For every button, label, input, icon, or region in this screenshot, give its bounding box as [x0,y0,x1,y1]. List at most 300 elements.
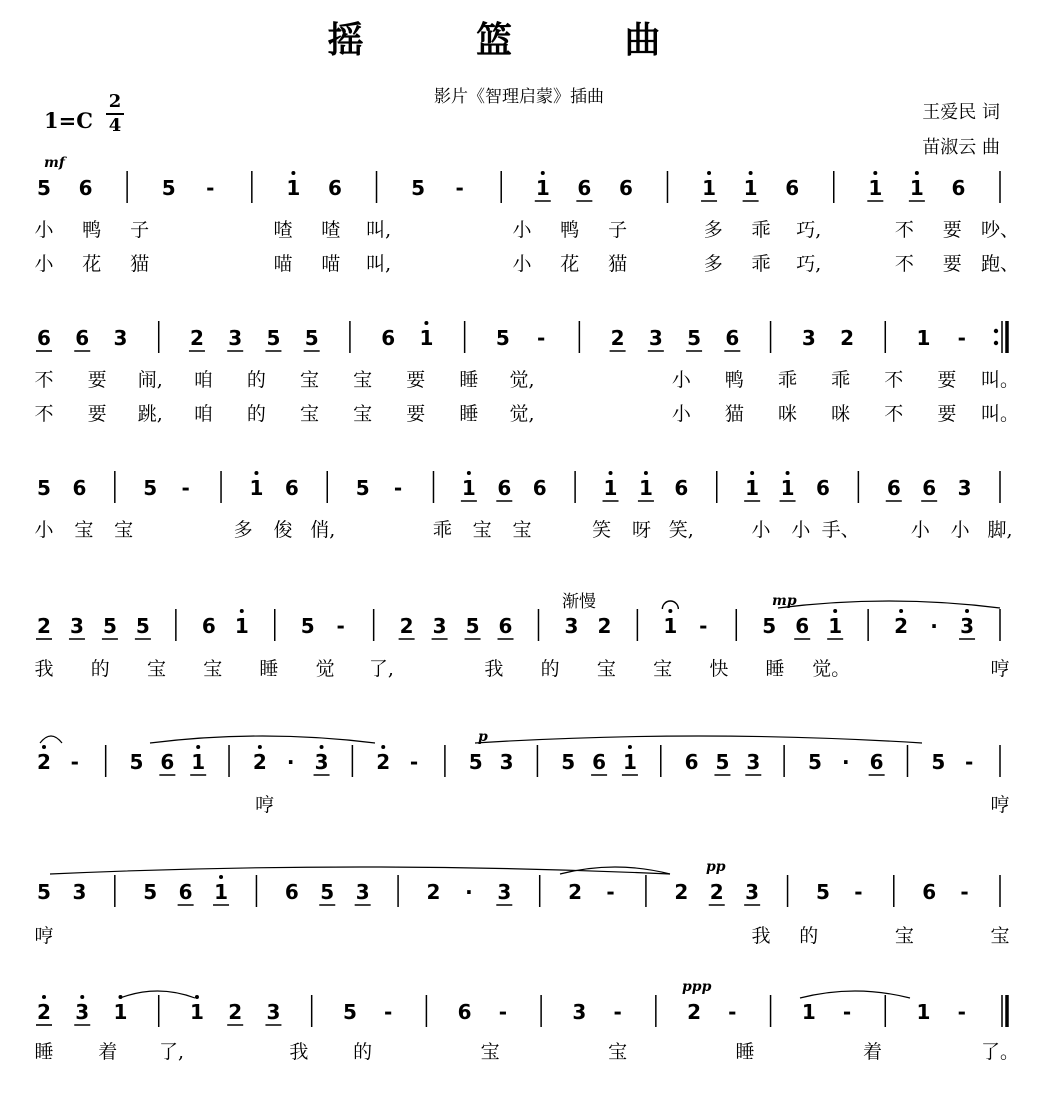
lyric-char: 猫 [130,253,150,275]
note: 2 [840,326,855,350]
note: 2 [228,1000,243,1024]
lyric-char: 喳 [273,219,293,241]
note: 6 [327,176,342,200]
lyric-char: 宝 [300,403,320,425]
lyric-char: 要 [87,403,107,425]
note: 6 [684,750,699,774]
lyric-char: 的 [799,925,819,947]
note: 6 [201,614,216,638]
lyric-char: 觉。 [812,658,851,680]
fermata-mark [662,601,678,609]
note: 3 [228,326,243,350]
note: 3 [355,880,370,904]
high-octave-dot [467,471,471,475]
note: 1 [663,614,678,638]
lyric-char: 笑 [592,519,612,541]
note: 2 [597,614,612,638]
note: 5 [102,614,117,638]
note: 5 [465,614,480,638]
note: 2 [376,750,391,774]
high-octave-dot [195,995,199,999]
note: 6 [532,476,547,500]
lyric-char: 咱 [193,369,213,391]
note: 3 [266,1000,281,1024]
note: 2 [252,750,267,774]
lyric-char: 喵 [321,253,341,275]
note: - [965,750,974,774]
lyric-char: 猫 [608,253,628,275]
lyric-char: 多 [703,253,723,275]
lyric-char: 宝 [114,519,134,541]
note: 1 [801,1000,816,1024]
lyric-char: 宝 [146,658,166,680]
repeat-dot [994,341,998,345]
lyric-char: 哼 [990,794,1010,816]
lyric-char: 乖 [751,253,771,275]
note: 1 [113,1000,128,1024]
lyric-char: 鸭 [724,369,744,391]
note: 5 [304,326,319,350]
note: 3 [746,750,761,774]
high-octave-dot [381,745,385,749]
note: · [286,750,295,774]
note: 5 [320,880,335,904]
lyric-char: 觉 [315,658,335,680]
note: - [409,750,419,774]
note: - [957,326,966,350]
high-octave-dot [833,609,837,613]
high-octave-dot [320,745,324,749]
lyric-char: 觉, [509,369,535,391]
high-octave-dot [541,171,545,175]
lyric-char: 我 [751,925,771,947]
note: 6 [75,326,90,350]
note: 6 [178,880,193,904]
lyric-char: 叫, [366,253,392,275]
lyric-char: 乖 [432,519,452,541]
high-octave-dot [42,745,46,749]
note: 5 [687,326,702,350]
lyric-char: 俏, [310,519,336,541]
note: - [854,880,863,904]
lyric-char: 小 [34,253,54,275]
note: 3 [499,750,514,774]
lyric-char: 鸭 [560,219,580,241]
note: 3 [648,326,663,350]
lyric-char: 睡 [259,658,279,680]
high-octave-dot [291,171,295,175]
lyric-char: 不 [884,403,904,425]
note: 3 [801,326,816,350]
lyric-char: 宝 [353,403,373,425]
lyric-char: 要 [87,369,107,391]
note: 6 [618,176,633,200]
slur-arc [40,736,62,743]
note: 6 [951,176,966,200]
note: 1 [603,476,618,500]
lyric-char: 多 [703,219,723,241]
lyric-char: 要 [942,219,962,241]
note: 3 [75,1000,90,1024]
lyric-char: 宝 [653,658,673,680]
note: · [465,880,473,904]
note: 3 [314,750,329,774]
lyric-char: 要 [406,403,426,425]
note: - [613,1000,622,1024]
note: · [842,750,850,774]
note: 1 [249,476,264,500]
note: 6 [592,750,607,774]
note: 1 [189,1000,204,1024]
lyric-char: 小 [34,219,54,241]
note: 6 [785,176,800,200]
note: 2 [709,880,724,904]
time-signature-top: 2 [108,91,122,112]
note: 6 [37,326,51,350]
lyric-char: 宝 [353,369,373,391]
dynamic-marking: ppp [682,979,712,995]
lyric-char: 笑, [668,519,694,541]
lyric-char: 喳 [321,219,341,241]
note: - [842,1000,852,1024]
note: - [498,1000,508,1024]
high-octave-dot [254,471,258,475]
lyric-char: 呀 [631,519,652,541]
high-octave-dot [899,609,903,613]
lyric-char: 小 [910,519,930,541]
lyric-char: 猫 [724,403,744,425]
lyric-char: 乖 [778,369,798,391]
lyric-char: 小 [950,519,970,541]
note: 6 [78,176,93,200]
lyric-char: 的 [90,658,110,680]
tempo-marking: 渐慢 [562,592,596,612]
note: - [728,1000,737,1024]
note: 6 [284,476,299,500]
note: 1 [622,750,637,774]
lyric-char: 跑、 [980,253,1020,275]
note: 5 [143,880,158,904]
high-octave-dot [668,609,672,613]
lyric-char: 不 [894,253,914,275]
lyric-char: 宝 [472,519,492,541]
note: 2 [687,1000,702,1024]
lyric-char: 闹, [137,369,163,391]
note: 6 [886,476,901,500]
note: 2 [674,880,689,904]
note: 5 [715,750,730,774]
note: 1 [286,176,301,200]
note: 3 [564,614,579,638]
dynamic-marking: p [478,729,488,745]
high-octave-dot [786,471,790,475]
note: 6 [674,476,689,500]
dynamic-marking: mp [772,593,797,609]
repeat-dot [994,329,998,333]
lyric-char: 小 [34,519,54,541]
dynamic-marking: mf [44,155,65,171]
lyric-char: 要 [942,253,962,275]
lyric-char: 叫。 [980,403,1020,425]
song-subtitle: 影片《智理启蒙》插曲 [434,87,604,107]
lyric-char: 我 [34,658,54,680]
lyric-char: 宝 [203,658,223,680]
high-octave-dot [609,471,613,475]
note: 1 [909,176,924,200]
lyric-char: 了。 [980,1041,1020,1063]
note: 6 [577,176,592,200]
note: 5 [342,1000,357,1024]
lyric-char: 宝 [990,925,1010,947]
note: 6 [795,614,810,638]
note: 6 [160,750,175,774]
lyric-char: 乖 [751,219,771,241]
lyric-char: 了, [368,658,394,680]
lyric-char: 子 [130,219,150,241]
time-signature-bottom: 4 [108,115,122,136]
lyric-char: 叫, [366,219,392,241]
note: 5 [561,750,576,774]
note: 6 [497,476,512,500]
note: 5 [135,614,150,638]
note: 6 [725,326,740,350]
note: 6 [498,614,513,638]
lyric-char: 宝 [894,925,914,947]
note: 1 [234,614,249,638]
lyric-char: 要 [937,403,957,425]
lyric-char: 睡 [459,369,479,391]
note: 1 [461,476,476,500]
lyric-char: 不 [884,369,904,391]
note: 3 [72,880,87,904]
note: 2 [426,880,441,904]
lyric-char: 哼 [34,925,54,947]
note: 6 [284,880,299,904]
note: 5 [816,880,830,904]
note: 3 [572,1000,587,1024]
lyric-char: 花 [560,253,580,275]
lyric-char: 要 [937,369,957,391]
slur-arc [475,736,922,743]
lyric-char: 巧, [796,253,822,275]
note: - [70,750,79,774]
high-octave-dot [644,471,648,475]
lyric-char: 花 [82,253,102,275]
note: 5 [129,750,144,774]
note: - [455,176,464,200]
lyric-char: 叫。 [980,369,1020,391]
note: 5 [300,614,315,638]
lyric-char: 觉, [509,403,535,425]
note: 6 [457,1000,472,1024]
lyric-char: 不 [34,369,54,391]
note: 1 [214,880,228,904]
note: 3 [113,326,128,350]
lyric-char: 手、 [821,519,860,541]
lyric-char: 不 [34,403,54,425]
note: 5 [37,880,51,904]
note: - [206,176,215,200]
note: 2 [894,614,909,638]
lyric-char: 吵、 [980,219,1020,241]
lyric-char: 要 [406,369,426,391]
dynamic-marking: pp [706,859,726,875]
note: 5 [411,176,426,200]
note: 3 [957,476,972,500]
note: - [336,614,345,638]
lyric-char: 乖 [831,369,851,391]
note: 3 [70,614,84,638]
note: 6 [869,750,884,774]
lyric-char: 宝 [596,658,616,680]
high-octave-dot [873,171,877,175]
note: - [957,1000,966,1024]
note: - [960,880,969,904]
note: 5 [495,326,510,350]
lyric-char: 小 [512,219,532,241]
lyric-char: 巧, [796,219,822,241]
slur-arc [150,736,375,743]
note: 1 [638,476,653,500]
lyric-char: 的 [246,403,266,425]
note: 1 [535,176,550,200]
note: 1 [916,1000,931,1024]
lyric-char: 睡 [765,658,785,680]
note: 2 [568,880,583,904]
note: - [606,880,615,904]
high-octave-dot [196,745,200,749]
note: - [181,476,190,500]
lyric-char: 快 [709,658,729,680]
note: 6 [922,476,937,500]
note: - [699,614,708,638]
lyric-char: 的 [353,1041,373,1063]
note: 5 [37,176,51,200]
lyric-char: 宝 [608,1041,628,1063]
slur-arc [778,601,1000,608]
note: 2 [610,326,625,350]
lyric-char: 鸭 [82,219,102,241]
note: 2 [37,750,51,774]
note: 1 [702,176,717,200]
high-octave-dot [42,995,46,999]
note: - [536,326,546,350]
high-octave-dot [219,875,223,879]
note: 5 [266,326,281,350]
lyric-char: 子 [608,219,628,241]
lyric-char: 的 [246,369,266,391]
note: 5 [161,176,176,200]
lyric-char: 宝 [74,519,94,541]
lyric-char: 哼 [255,794,275,816]
lyric-char: 的 [540,658,560,680]
lyric-char: 宝 [512,519,532,541]
note: 2 [37,614,51,638]
lyric-char: 睡 [34,1041,54,1063]
lyric-char: 哼 [990,658,1010,680]
high-octave-dot [240,609,244,613]
lyric-char: 脚, [987,519,1013,541]
note: 3 [745,880,760,904]
lyric-char: 喵 [273,253,293,275]
lyric-char: 俊 [273,519,293,541]
note: 3 [432,614,447,638]
note: 5 [143,476,158,500]
note: 1 [419,326,434,350]
lyric-char: 宝 [480,1041,500,1063]
note: 6 [72,476,87,500]
note: 3 [497,880,512,904]
note: 2 [189,326,204,350]
note: 1 [191,750,206,774]
lyric-char: 着 [863,1041,883,1063]
lyric-char: 不 [894,219,914,241]
note: 1 [780,476,795,500]
lyric-char: 睡 [459,403,479,425]
lyric-char: 小 [671,403,691,425]
note: 5 [808,750,822,774]
song-title: 摇 篮 曲 [327,19,711,61]
high-octave-dot [749,171,753,175]
lyric-char: 小 [512,253,532,275]
high-octave-dot [628,745,632,749]
high-octave-dot [750,471,754,475]
note: 2 [399,614,414,638]
lyric-char: 咪 [778,403,798,425]
note: - [384,1000,393,1024]
note: 5 [37,476,51,500]
note: 6 [816,476,830,500]
high-octave-dot [965,609,969,613]
note: 1 [868,176,883,200]
lyric-char: 小 [791,519,811,541]
note: 1 [916,326,931,350]
key-signature: 1=C [44,108,93,133]
high-octave-dot [707,171,711,175]
lyric-char: 跳, [137,403,163,425]
lyric-char: 着 [98,1041,118,1063]
note: 3 [960,614,974,638]
slur-arc [120,991,195,998]
lyric-char: 多 [233,519,253,541]
lyric-char: 宝 [300,369,320,391]
lyric-char: 小 [751,519,771,541]
lyric-char: 咪 [831,403,851,425]
note: 2 [37,1000,51,1024]
high-octave-dot [915,171,919,175]
note: 1 [743,176,758,200]
note: 6 [922,880,937,904]
note: 6 [381,326,396,350]
note: 5 [468,750,483,774]
high-octave-dot [424,321,428,325]
high-octave-dot [258,745,262,749]
note: - [393,476,403,500]
note: 5 [762,614,777,638]
note: 5 [355,476,370,500]
lyric-char: 咱 [193,403,213,425]
slur-arc [800,991,910,998]
composer-credit: 苗淑云 曲 [922,137,1000,158]
lyric-char: 睡 [735,1041,755,1063]
lyric-char: 我 [289,1041,309,1063]
lyricist-credit: 王爱民 词 [922,102,1000,123]
note: · [930,614,938,638]
note: 1 [745,476,760,500]
note: 1 [828,614,843,638]
lyric-char: 小 [671,369,691,391]
high-octave-dot [80,995,84,999]
